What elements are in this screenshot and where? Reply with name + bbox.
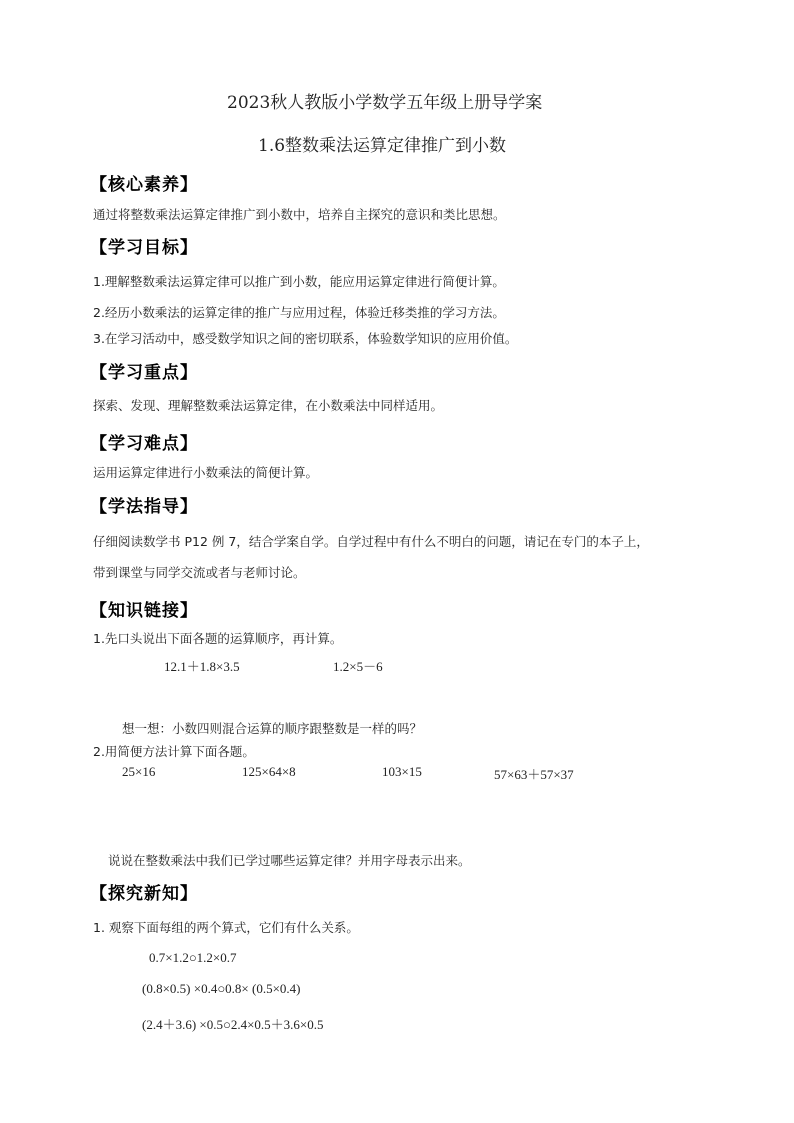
- method-line-1: 仔细阅读数学书 P12 例 7，结合学案自学。自学过程中有什么不明白的问题，请记在专门的本子上，: [93, 534, 649, 549]
- explore-q1: 1. 观察下面每组的两个算式，它们有什么关系。: [93, 920, 359, 935]
- doc-subtitle: 1.6整数乘法运算定律推广到小数: [258, 136, 507, 156]
- q1-expr-1: 12.1＋1.8×3.5: [164, 659, 240, 674]
- explore-expr-3: (2.4＋3.6) ×0.5○2.4×0.5＋3.6×0.5: [142, 1017, 324, 1032]
- heading-key: 【学习重点】: [90, 363, 198, 383]
- heading-method: 【学法指导】: [90, 497, 198, 517]
- knowledge-q1: 1.先口头说出下面各题的运算顺序，再计算。: [93, 631, 343, 646]
- knowledge-think: 想一想：小数四则混合运算的顺序跟整数是一样的吗？: [122, 721, 423, 736]
- heading-difficulty: 【学习难点】: [90, 434, 198, 454]
- heading-goals: 【学习目标】: [90, 238, 198, 258]
- goal-item-2: 2.经历小数乘法的运算定律的推广与应用过程，体验迁移类推的学习方法。: [93, 305, 505, 320]
- key-text: 探索、发现、理解整数乘法运算定律，在小数乘法中同样适用。: [93, 398, 444, 413]
- q2-expr-1: 25×16: [122, 764, 156, 779]
- knowledge-talk: 说说在整数乘法中我们已学过哪些运算定律？并用字母表示出来。: [108, 853, 471, 868]
- doc-title: 2023秋人教版小学数学五年级上册导学案: [227, 93, 543, 113]
- q2-expr-4: 57×63＋57×37: [494, 767, 574, 782]
- explore-expr-2: (0.8×0.5) ×0.4○0.8× (0.5×0.4): [142, 981, 301, 996]
- heading-core: 【核心素养】: [90, 175, 198, 195]
- q2-expr-3: 103×15: [382, 764, 422, 779]
- difficulty-text: 运用运算定律进行小数乘法的简便计算。: [93, 465, 319, 480]
- core-text: 通过将整数乘法运算定律推广到小数中，培养自主探究的意识和类比思想。: [93, 207, 506, 222]
- goal-item-1: 1.理解整数乘法运算定律可以推广到小数，能应用运算定律进行简便计算。: [93, 274, 505, 289]
- goal-item-3: 3.在学习活动中，感受数学知识之间的密切联系，体验数学知识的应用价值。: [93, 331, 518, 346]
- heading-explore: 【探究新知】: [90, 884, 198, 904]
- heading-knowledge: 【知识链接】: [90, 601, 198, 621]
- q1-expr-2: 1.2×5－6: [333, 659, 383, 674]
- explore-expr-1: 0.7×1.2○1.2×0.7: [149, 950, 237, 965]
- method-line-2: 带到课堂与同学交流或者与老师讨论。: [93, 565, 306, 580]
- q2-expr-2: 125×64×8: [242, 764, 296, 779]
- knowledge-q2: 2.用简便方法计算下面各题。: [93, 744, 255, 759]
